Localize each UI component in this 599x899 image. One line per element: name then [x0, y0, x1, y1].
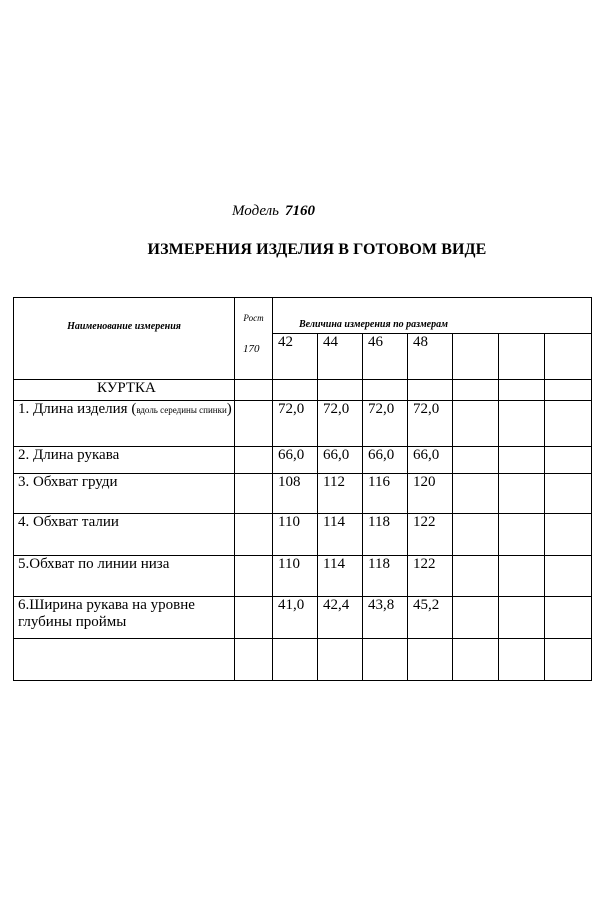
- row-note-close: ): [226, 401, 232, 417]
- value-cell: 122: [408, 556, 453, 597]
- header-rost-label: Рост: [243, 313, 264, 323]
- empty-cell: [453, 639, 499, 681]
- section-label: КУРТКА: [14, 380, 235, 401]
- empty-cell: [499, 447, 545, 474]
- empty-cell: [453, 334, 499, 380]
- empty-cell: [545, 334, 592, 380]
- size-cell: 48: [408, 334, 453, 380]
- empty-cell: [545, 474, 592, 514]
- empty-cell: [499, 639, 545, 681]
- empty-cell: [545, 556, 592, 597]
- empty-cell: [273, 380, 318, 401]
- empty-cell: [545, 401, 592, 447]
- value-cell: 110: [273, 514, 318, 556]
- empty-cell: [235, 556, 273, 597]
- empty-cell: [235, 639, 273, 681]
- empty-cell: [408, 380, 453, 401]
- size-cell: 46: [363, 334, 408, 380]
- empty-cell: [499, 597, 545, 639]
- value-cell: 122: [408, 514, 453, 556]
- value-cell: 118: [363, 514, 408, 556]
- empty-cell: [545, 447, 592, 474]
- empty-cell: [363, 380, 408, 401]
- value-cell: 116: [363, 474, 408, 514]
- table-row: [14, 556, 592, 597]
- empty-cell: [545, 380, 592, 401]
- row-name-text: 1. Длина изделия: [18, 401, 128, 417]
- row-name: 3. Обхват груди: [14, 474, 235, 514]
- table-row: [14, 401, 592, 447]
- empty-cell: [453, 597, 499, 639]
- empty-cell: [408, 639, 453, 681]
- empty-cell: [499, 514, 545, 556]
- empty-cell: [453, 474, 499, 514]
- empty-cell: [499, 474, 545, 514]
- value-cell: 118: [363, 556, 408, 597]
- value-cell: 66,0: [273, 447, 318, 474]
- empty-cell: [273, 639, 318, 681]
- empty-cell: [235, 401, 273, 447]
- value-cell: 72,0: [273, 401, 318, 447]
- empty-cell: [235, 380, 273, 401]
- empty-cell: [499, 334, 545, 380]
- row-name: 2. Длина рукава: [14, 447, 235, 474]
- value-cell: 72,0: [318, 401, 363, 447]
- row-name: [14, 401, 235, 447]
- row-name: 6.Ширина рукава на уровне глубины проймы: [14, 597, 235, 639]
- header-name-cell: [14, 298, 235, 380]
- empty-cell: [363, 639, 408, 681]
- empty-cell: [499, 401, 545, 447]
- row-name: 5.Обхват по линии низа: [14, 556, 235, 597]
- empty-cell: [545, 514, 592, 556]
- value-cell: 114: [318, 556, 363, 597]
- section-row: [14, 380, 592, 401]
- page-title: ИЗМЕРЕНИЯ ИЗДЕЛИЯ В ГОТОВОМ ВИДЕ: [147, 241, 487, 258]
- value-cell: 66,0: [363, 447, 408, 474]
- empty-cell: [453, 447, 499, 474]
- size-cell: 44: [318, 334, 363, 380]
- value-cell: 66,0: [408, 447, 453, 474]
- value-cell: 120: [408, 474, 453, 514]
- value-cell: 108: [273, 474, 318, 514]
- model-text: Модель: [232, 203, 280, 219]
- row-name: 4. Обхват талии: [14, 514, 235, 556]
- header-sizes-label: Величина измерения по размерам: [299, 319, 448, 330]
- header-rost-cell: [235, 298, 273, 380]
- value-cell: 42,4: [318, 597, 363, 639]
- row-note: вдоль середины спинки: [136, 405, 227, 415]
- value-cell: 45,2: [408, 597, 453, 639]
- empty-cell: [14, 639, 235, 681]
- empty-cell: [453, 380, 499, 401]
- value-cell: 110: [273, 556, 318, 597]
- value-cell: 72,0: [363, 401, 408, 447]
- table-row: [14, 474, 592, 514]
- model-label: [232, 203, 315, 220]
- empty-cell: [545, 597, 592, 639]
- value-cell: 41,0: [273, 597, 318, 639]
- value-cell: 66,0: [318, 447, 363, 474]
- empty-cell: [235, 474, 273, 514]
- empty-cell: [453, 401, 499, 447]
- table-row: [14, 514, 592, 556]
- header-rost-value: 170: [243, 343, 260, 355]
- empty-row: [14, 639, 592, 681]
- empty-cell: [545, 639, 592, 681]
- table-row: [14, 597, 592, 639]
- value-cell: 43,8: [363, 597, 408, 639]
- empty-cell: [318, 639, 363, 681]
- empty-cell: [453, 556, 499, 597]
- value-cell: 112: [318, 474, 363, 514]
- row-note-open: (: [127, 401, 137, 417]
- empty-cell: [499, 556, 545, 597]
- empty-cell: [318, 380, 363, 401]
- model-number: 7160: [285, 203, 316, 219]
- value-cell: 72,0: [408, 401, 453, 447]
- header-name-label: Наименование измерения: [67, 321, 181, 332]
- empty-cell: [235, 514, 273, 556]
- measurements-table: [13, 297, 592, 681]
- value-cell: 114: [318, 514, 363, 556]
- header-sizes-cell: [273, 298, 592, 334]
- size-cell: 42: [273, 334, 318, 380]
- empty-cell: [453, 514, 499, 556]
- empty-cell: [235, 597, 273, 639]
- table-row: [14, 447, 592, 474]
- empty-cell: [235, 447, 273, 474]
- empty-cell: [499, 380, 545, 401]
- header-row: [14, 298, 592, 334]
